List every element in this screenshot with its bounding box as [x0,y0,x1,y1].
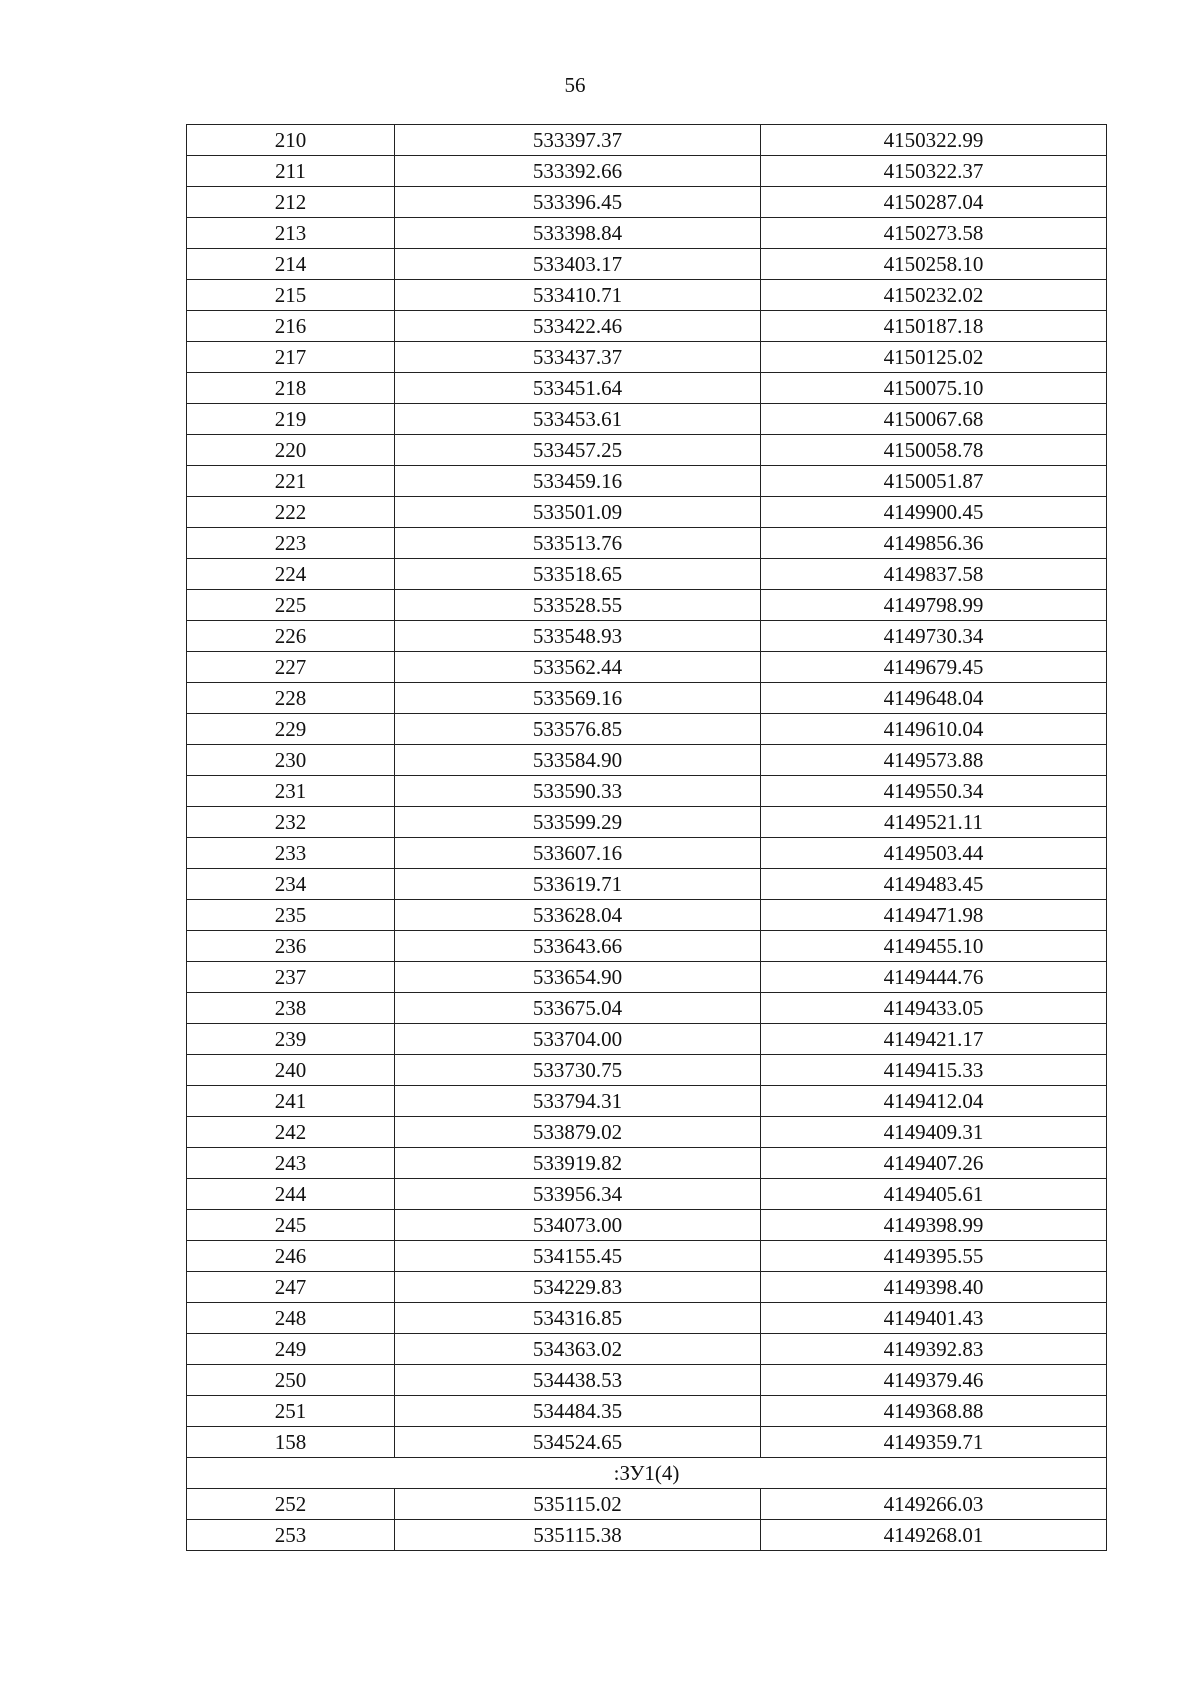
table-row [187,1055,1107,1086]
table-row [187,1272,1107,1303]
x-coordinate-cell: 535115.38 [395,1520,761,1551]
x-coordinate-cell: 534484.35 [395,1396,761,1427]
y-coordinate-cell: 4149421.17 [761,1024,1107,1055]
point-number-cell: 219 [187,404,395,435]
x-coordinate-cell: 533879.02 [395,1117,761,1148]
point-number-cell: 216 [187,311,395,342]
x-coordinate-cell: 533730.75 [395,1055,761,1086]
point-number-cell: 241 [187,1086,395,1117]
x-coordinate-cell: 533422.46 [395,311,761,342]
point-number-cell: 221 [187,466,395,497]
y-coordinate-cell: 4150287.04 [761,187,1107,218]
table-row [187,156,1107,187]
y-coordinate-cell: 4150125.02 [761,342,1107,373]
x-coordinate-cell: 533501.09 [395,497,761,528]
point-number-cell: 253 [187,1520,395,1551]
y-coordinate-cell: 4149550.34 [761,776,1107,807]
point-number-cell: 239 [187,1024,395,1055]
y-coordinate-cell: 4149900.45 [761,497,1107,528]
table-row [187,1241,1107,1272]
point-number-cell: 237 [187,962,395,993]
point-number-cell: 217 [187,342,395,373]
x-coordinate-cell: 535115.02 [395,1489,761,1520]
x-coordinate-cell: 533576.85 [395,714,761,745]
y-coordinate-cell: 4150067.68 [761,404,1107,435]
y-coordinate-cell: 4149433.05 [761,993,1107,1024]
table-row [187,869,1107,900]
table-row [187,280,1107,311]
y-coordinate-cell: 4150232.02 [761,280,1107,311]
x-coordinate-cell: 533619.71 [395,869,761,900]
point-number-cell: 240 [187,1055,395,1086]
point-number-cell: 225 [187,590,395,621]
point-number-cell: 158 [187,1427,395,1458]
y-coordinate-cell: 4149407.26 [761,1148,1107,1179]
table-row [187,1179,1107,1210]
x-coordinate-cell: 533437.37 [395,342,761,373]
table-row [187,125,1107,156]
point-number-cell: 231 [187,776,395,807]
y-coordinate-cell: 4150322.37 [761,156,1107,187]
point-number-cell: 228 [187,683,395,714]
point-number-cell: 218 [187,373,395,404]
table-row [187,1148,1107,1179]
x-coordinate-cell: 533403.17 [395,249,761,280]
x-coordinate-cell: 533398.84 [395,218,761,249]
x-coordinate-cell: 533453.61 [395,404,761,435]
point-number-cell: 230 [187,745,395,776]
y-coordinate-cell: 4149359.71 [761,1427,1107,1458]
y-coordinate-cell: 4149379.46 [761,1365,1107,1396]
x-coordinate-cell: 534363.02 [395,1334,761,1365]
y-coordinate-cell: 4149648.04 [761,683,1107,714]
point-number-cell: 245 [187,1210,395,1241]
table-row [187,900,1107,931]
table-row [187,1489,1107,1520]
point-number-cell: 227 [187,652,395,683]
x-coordinate-cell: 533569.16 [395,683,761,714]
table-row [187,621,1107,652]
point-number-cell: 251 [187,1396,395,1427]
y-coordinate-cell: 4150187.18 [761,311,1107,342]
y-coordinate-cell: 4149730.34 [761,621,1107,652]
y-coordinate-cell: 4149405.61 [761,1179,1107,1210]
x-coordinate-cell: 533397.37 [395,125,761,156]
y-coordinate-cell: 4149610.04 [761,714,1107,745]
point-number-cell: 212 [187,187,395,218]
y-coordinate-cell: 4149471.98 [761,900,1107,931]
y-coordinate-cell: 4149573.88 [761,745,1107,776]
coordinates-table [186,124,1107,1551]
point-number-cell: 242 [187,1117,395,1148]
y-coordinate-cell: 4149837.58 [761,559,1107,590]
y-coordinate-cell: 4150075.10 [761,373,1107,404]
point-number-cell: 229 [187,714,395,745]
point-number-cell: 234 [187,869,395,900]
y-coordinate-cell: 4149503.44 [761,838,1107,869]
x-coordinate-cell: 533410.71 [395,280,761,311]
x-coordinate-cell: 533599.29 [395,807,761,838]
y-coordinate-cell: 4149521.11 [761,807,1107,838]
point-number-cell: 214 [187,249,395,280]
point-number-cell: 210 [187,125,395,156]
table-row [187,1086,1107,1117]
x-coordinate-cell: 533513.76 [395,528,761,559]
y-coordinate-cell: 4150322.99 [761,125,1107,156]
x-coordinate-cell: 533919.82 [395,1148,761,1179]
y-coordinate-cell: 4149268.01 [761,1520,1107,1551]
table-row [187,962,1107,993]
table-row [187,1024,1107,1055]
x-coordinate-cell: 533528.55 [395,590,761,621]
table-row [187,311,1107,342]
y-coordinate-cell: 4149856.36 [761,528,1107,559]
table-row [187,435,1107,466]
x-coordinate-cell: 533548.93 [395,621,761,652]
y-coordinate-cell: 4149415.33 [761,1055,1107,1086]
point-number-cell: 249 [187,1334,395,1365]
y-coordinate-cell: 4150273.58 [761,218,1107,249]
y-coordinate-cell: 4149409.31 [761,1117,1107,1148]
x-coordinate-cell: 533584.90 [395,745,761,776]
y-coordinate-cell: 4149266.03 [761,1489,1107,1520]
point-number-cell: 244 [187,1179,395,1210]
point-number-cell: 236 [187,931,395,962]
table-row [187,931,1107,962]
x-coordinate-cell: 533628.04 [395,900,761,931]
point-number-cell: 213 [187,218,395,249]
x-coordinate-cell: 533451.64 [395,373,761,404]
x-coordinate-cell: 534073.00 [395,1210,761,1241]
table-row [187,807,1107,838]
point-number-cell: 232 [187,807,395,838]
x-coordinate-cell: 533562.44 [395,652,761,683]
y-coordinate-cell: 4149444.76 [761,962,1107,993]
point-number-cell: 246 [187,1241,395,1272]
y-coordinate-cell: 4149395.55 [761,1241,1107,1272]
x-coordinate-cell: 533396.45 [395,187,761,218]
x-coordinate-cell: 533654.90 [395,962,761,993]
point-number-cell: 211 [187,156,395,187]
x-coordinate-cell: 533794.31 [395,1086,761,1117]
table-row [187,993,1107,1024]
table-row [187,1396,1107,1427]
point-number-cell: 215 [187,280,395,311]
point-number-cell: 243 [187,1148,395,1179]
section-row [187,1458,1107,1489]
point-number-cell: 226 [187,621,395,652]
table-row [187,745,1107,776]
table-row [187,1303,1107,1334]
x-coordinate-cell: 533956.34 [395,1179,761,1210]
x-coordinate-cell: 533704.00 [395,1024,761,1055]
point-number-cell: 233 [187,838,395,869]
coordinates-table-body [187,125,1107,1551]
table-row [187,466,1107,497]
table-row [187,714,1107,745]
point-number-cell: 224 [187,559,395,590]
table-row [187,218,1107,249]
y-coordinate-cell: 4149679.45 [761,652,1107,683]
y-coordinate-cell: 4149412.04 [761,1086,1107,1117]
point-number-cell: 222 [187,497,395,528]
y-coordinate-cell: 4149401.43 [761,1303,1107,1334]
page-number: 56 [564,73,586,97]
table-row [187,559,1107,590]
x-coordinate-cell: 533518.65 [395,559,761,590]
table-row [187,1520,1107,1551]
x-coordinate-cell: 533590.33 [395,776,761,807]
table-row [187,1117,1107,1148]
point-number-cell: 235 [187,900,395,931]
table-row [187,838,1107,869]
x-coordinate-cell: 534155.45 [395,1241,761,1272]
y-coordinate-cell: 4149483.45 [761,869,1107,900]
x-coordinate-cell: 534316.85 [395,1303,761,1334]
point-number-cell: 238 [187,993,395,1024]
table-row [187,590,1107,621]
x-coordinate-cell: 533643.66 [395,931,761,962]
point-number-cell: 248 [187,1303,395,1334]
y-coordinate-cell: 4149392.83 [761,1334,1107,1365]
point-number-cell: 252 [187,1489,395,1520]
x-coordinate-cell: 534438.53 [395,1365,761,1396]
point-number-cell: 220 [187,435,395,466]
y-coordinate-cell: 4149368.88 [761,1396,1107,1427]
table-row [187,187,1107,218]
table-row [187,497,1107,528]
x-coordinate-cell: 534229.83 [395,1272,761,1303]
x-coordinate-cell: 533459.16 [395,466,761,497]
x-coordinate-cell: 533675.04 [395,993,761,1024]
section-label: :ЗУ1(4) [187,1458,1107,1489]
table-row [187,1365,1107,1396]
table-row [187,342,1107,373]
y-coordinate-cell: 4149398.99 [761,1210,1107,1241]
point-number-cell: 247 [187,1272,395,1303]
table-row [187,683,1107,714]
y-coordinate-cell: 4150058.78 [761,435,1107,466]
y-coordinate-cell: 4149798.99 [761,590,1107,621]
x-coordinate-cell: 533457.25 [395,435,761,466]
table-row [187,652,1107,683]
table-row [187,1210,1107,1241]
point-number-cell: 223 [187,528,395,559]
point-number-cell: 250 [187,1365,395,1396]
table-row [187,1427,1107,1458]
table-row [187,528,1107,559]
x-coordinate-cell: 533607.16 [395,838,761,869]
y-coordinate-cell: 4149398.40 [761,1272,1107,1303]
x-coordinate-cell: 534524.65 [395,1427,761,1458]
table-row [187,1334,1107,1365]
table-row [187,373,1107,404]
x-coordinate-cell: 533392.66 [395,156,761,187]
table-row [187,776,1107,807]
y-coordinate-cell: 4149455.10 [761,931,1107,962]
y-coordinate-cell: 4150051.87 [761,466,1107,497]
table-row [187,404,1107,435]
table-row [187,249,1107,280]
y-coordinate-cell: 4150258.10 [761,249,1107,280]
